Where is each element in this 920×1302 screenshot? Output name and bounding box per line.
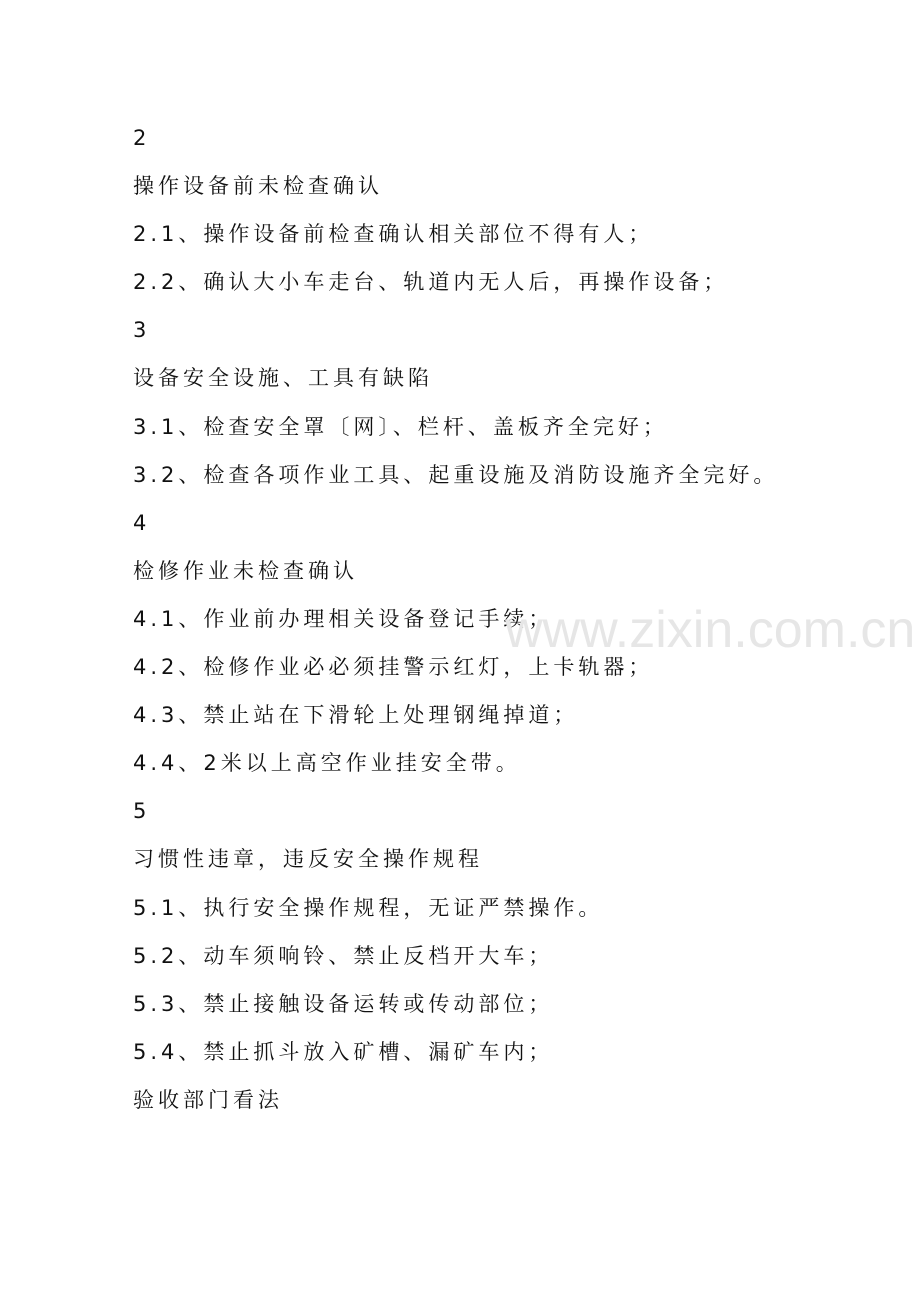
section-title-4: 检修作业未检查确认 <box>133 559 358 583</box>
watermark: www.zixin.com.cn <box>505 601 916 659</box>
section-title-5: 习惯性违章，违反安全操作规程 <box>133 847 483 871</box>
section-number-3: 3 <box>133 318 147 342</box>
item-4-1: 4.1、作业前办理相关设备登记手续； <box>133 607 554 631</box>
item-5-3: 5.3、禁止接触设备运转或传动部位； <box>133 992 554 1016</box>
item-4-3: 4.3、禁止站在下滑轮上处理钢绳掉道； <box>133 703 579 727</box>
item-4-2: 4.2、检修作业必必须挂警示红灯，上卡轨器； <box>133 655 654 679</box>
item-2-1: 2.1、操作设备前检查确认相关部位不得有人； <box>133 222 654 246</box>
item-5-4: 5.4、禁止抓斗放入矿槽、漏矿车内； <box>133 1040 554 1064</box>
section-number-5: 5 <box>133 799 147 823</box>
item-5-1: 5.1、执行安全操作规程，无证严禁操作。 <box>133 896 604 920</box>
item-3-2: 3.2、检查各项作业工具、起重设施及消防设施齐全完好。 <box>133 463 779 487</box>
section-title-3: 设备安全设施、工具有缺陷 <box>133 366 433 390</box>
section-title-2: 操作设备前未检查确认 <box>133 174 383 198</box>
item-5-2: 5.2、动车须响铃、禁止反档开大车； <box>133 944 554 968</box>
acceptance-opinion-heading: 验收部门看法 <box>133 1088 283 1112</box>
item-3-1: 3.1、检查安全罩〔网〕、栏杆、盖板齐全完好； <box>133 415 668 439</box>
item-2-2: 2.2、确认大小车走台、轨道内无人后，再操作设备； <box>133 270 729 294</box>
section-number-4: 4 <box>133 511 147 535</box>
item-4-4: 4.4、2米以上高空作业挂安全带。 <box>133 751 521 775</box>
section-number-2: 2 <box>133 126 147 150</box>
